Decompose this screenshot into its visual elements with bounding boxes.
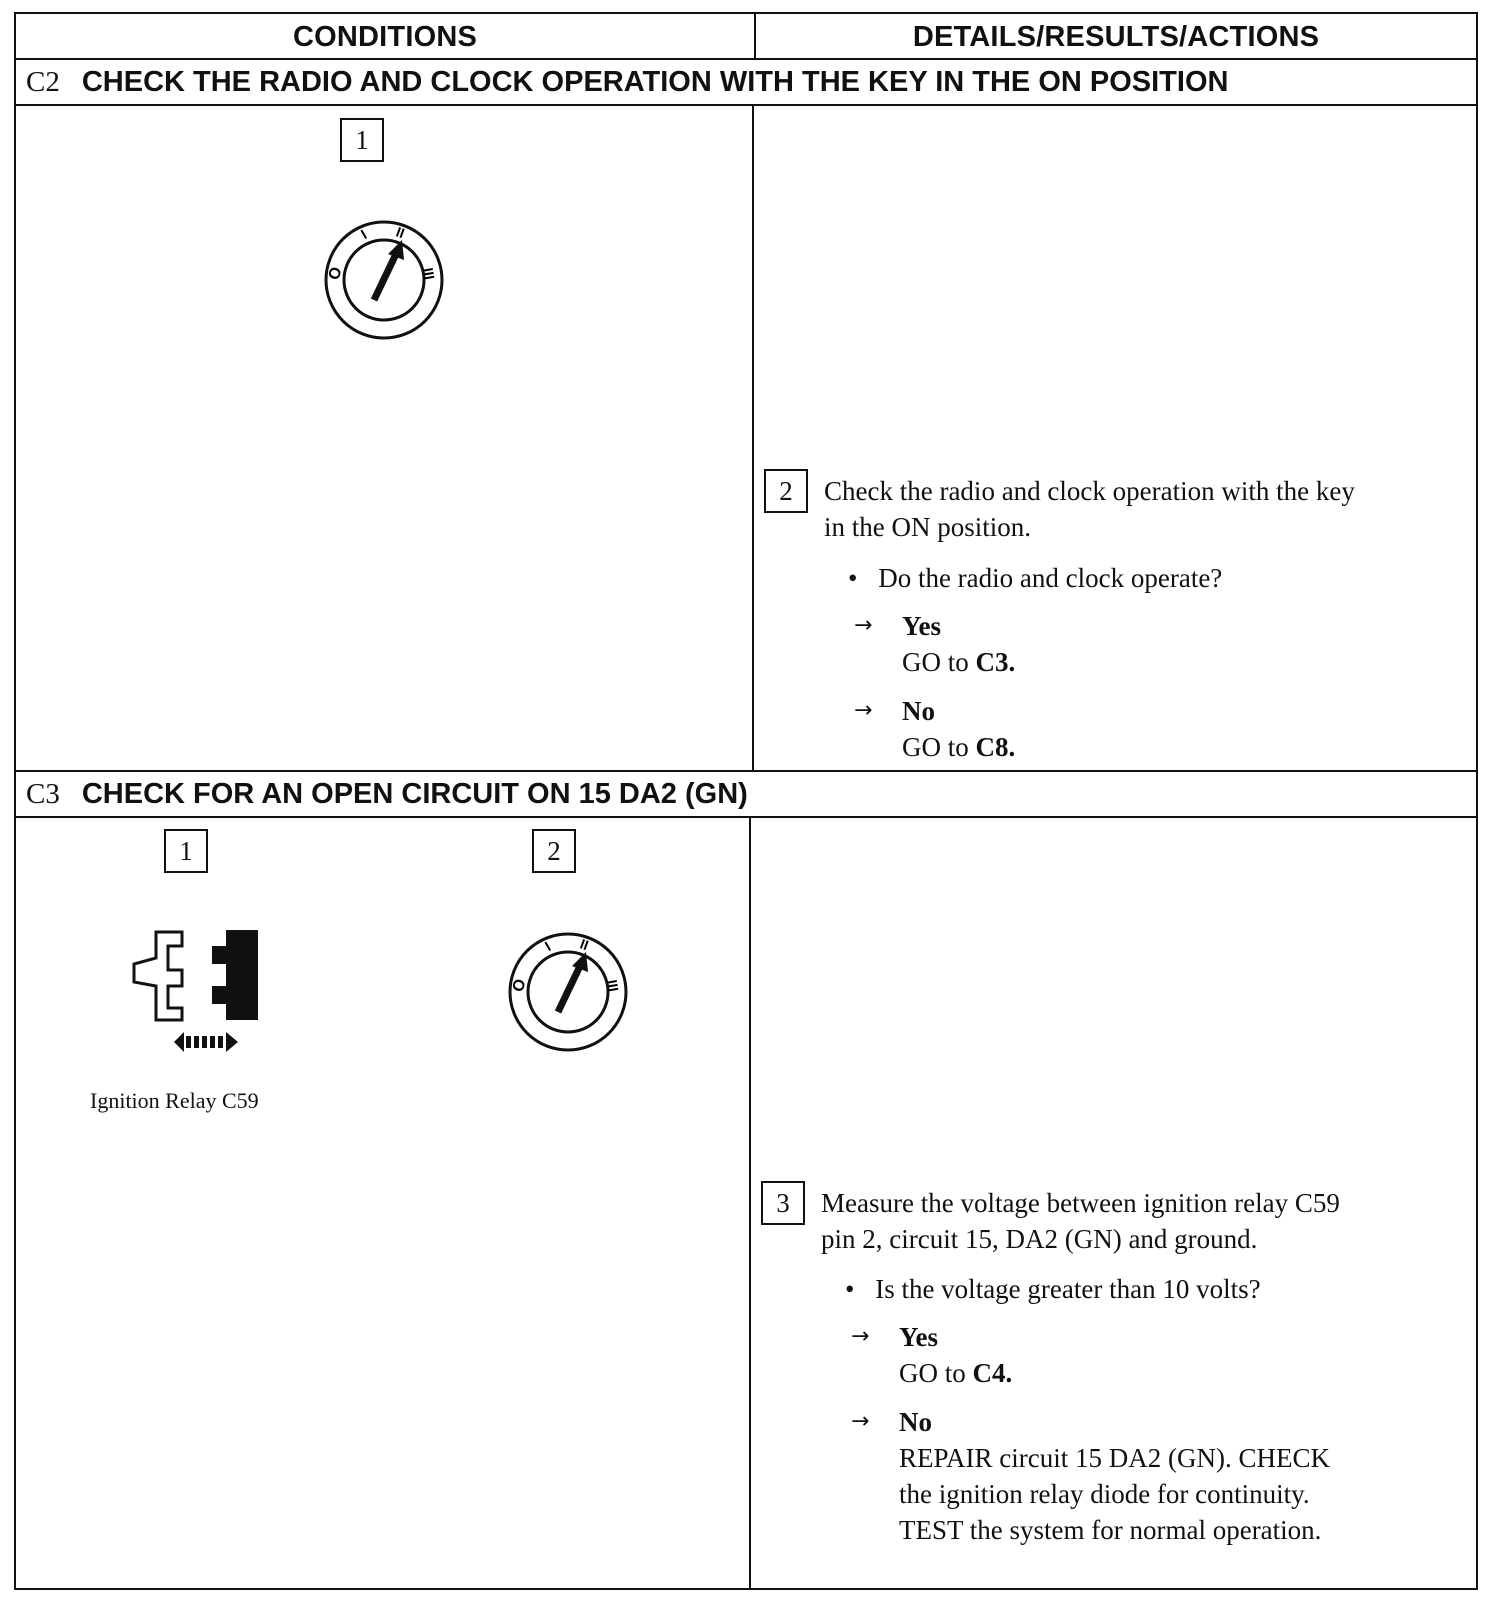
svg-text:III: III xyxy=(604,978,622,993)
action-line: TEST the system for normal operation. xyxy=(899,1515,1322,1545)
no-label: No xyxy=(899,1407,932,1437)
step-instruction xyxy=(821,1185,1340,1257)
step-number-box xyxy=(340,118,384,162)
column-divider xyxy=(752,104,754,772)
step-number: 1 xyxy=(355,124,369,155)
step-instruction xyxy=(824,473,1355,545)
details-header-label: DETAILS/RESULTS/ACTIONS xyxy=(912,20,1320,53)
arrow-icon: → xyxy=(851,1409,870,1434)
svg-text:II: II xyxy=(393,223,407,242)
step-number-box xyxy=(761,1181,805,1225)
bullet: • xyxy=(845,1274,855,1304)
step-number: 1 xyxy=(179,835,193,866)
step-number-box xyxy=(764,469,808,513)
no-label: No xyxy=(902,696,935,726)
section-code: C3 xyxy=(26,777,60,810)
arrow-icon: → xyxy=(854,698,873,723)
svg-text:I: I xyxy=(358,226,370,243)
goto-target: C8. xyxy=(975,732,1016,762)
step-number-box xyxy=(532,829,576,873)
svg-text:III: III xyxy=(420,266,438,281)
question-text: Do the radio and clock operate? xyxy=(878,563,1223,593)
section-name: CHECK FOR AN OPEN CIRCUIT ON 15 DA2 (GN) xyxy=(81,777,748,810)
relay-connector-disconnect-icon xyxy=(128,924,268,1052)
step-number: 2 xyxy=(547,835,561,866)
column-divider xyxy=(749,816,751,1590)
bullet: • xyxy=(848,563,858,593)
goto-text: GO to xyxy=(902,732,969,762)
details-header xyxy=(756,14,1476,60)
section-name: CHECK THE RADIO AND CLOCK OPERATION WITH THE KEY IN THE ON POSITION xyxy=(81,65,1229,98)
instruction-line: Measure the voltage between ignition relay C59 xyxy=(821,1188,1340,1218)
instruction-line: in the ON position. xyxy=(824,512,1031,542)
column-divider xyxy=(754,14,756,60)
step-number: 2 xyxy=(779,475,793,506)
instruction-line: pin 2, circuit 15, DA2 (GN) and ground. xyxy=(821,1224,1258,1254)
goto-text: GO to xyxy=(899,1358,966,1388)
svg-text:I: I xyxy=(542,938,554,955)
conditions-header-label: CONDITIONS xyxy=(292,20,478,53)
relay-caption: Ignition Relay C59 xyxy=(90,1088,259,1113)
svg-text:O: O xyxy=(325,264,346,283)
goto-target: C3. xyxy=(975,647,1016,677)
goto-target: C4. xyxy=(972,1358,1013,1388)
step-number: 3 xyxy=(776,1187,790,1218)
svg-text:O: O xyxy=(509,976,530,995)
arrow-icon: → xyxy=(854,613,873,638)
conditions-header xyxy=(16,14,754,60)
section-title-c2 xyxy=(26,59,1228,105)
action-line: REPAIR circuit 15 DA2 (GN). CHECK xyxy=(899,1443,1330,1473)
yes-label: Yes xyxy=(902,611,941,641)
ignition-key-on-icon xyxy=(322,218,446,342)
svg-text:II: II xyxy=(577,935,591,954)
ignition-key-on-icon xyxy=(506,930,630,1054)
step-question xyxy=(848,560,1222,596)
section-code: C2 xyxy=(26,65,60,98)
arrow-icon: → xyxy=(851,1324,870,1349)
diagnostic-table xyxy=(14,12,1478,1590)
step-number-box xyxy=(164,829,208,873)
step-question xyxy=(845,1271,1261,1307)
yes-branch xyxy=(851,1319,1012,1391)
no-branch xyxy=(854,693,1015,765)
goto-text: GO to xyxy=(902,647,969,677)
instruction-line: Check the radio and clock operation with the key xyxy=(824,476,1355,506)
no-branch xyxy=(851,1404,1330,1548)
yes-branch xyxy=(854,608,1015,680)
yes-label: Yes xyxy=(899,1322,938,1352)
question-text: Is the voltage greater than 10 volts? xyxy=(875,1274,1261,1304)
section-title-c3 xyxy=(26,771,748,817)
action-line: the ignition relay diode for continuity. xyxy=(899,1479,1310,1509)
